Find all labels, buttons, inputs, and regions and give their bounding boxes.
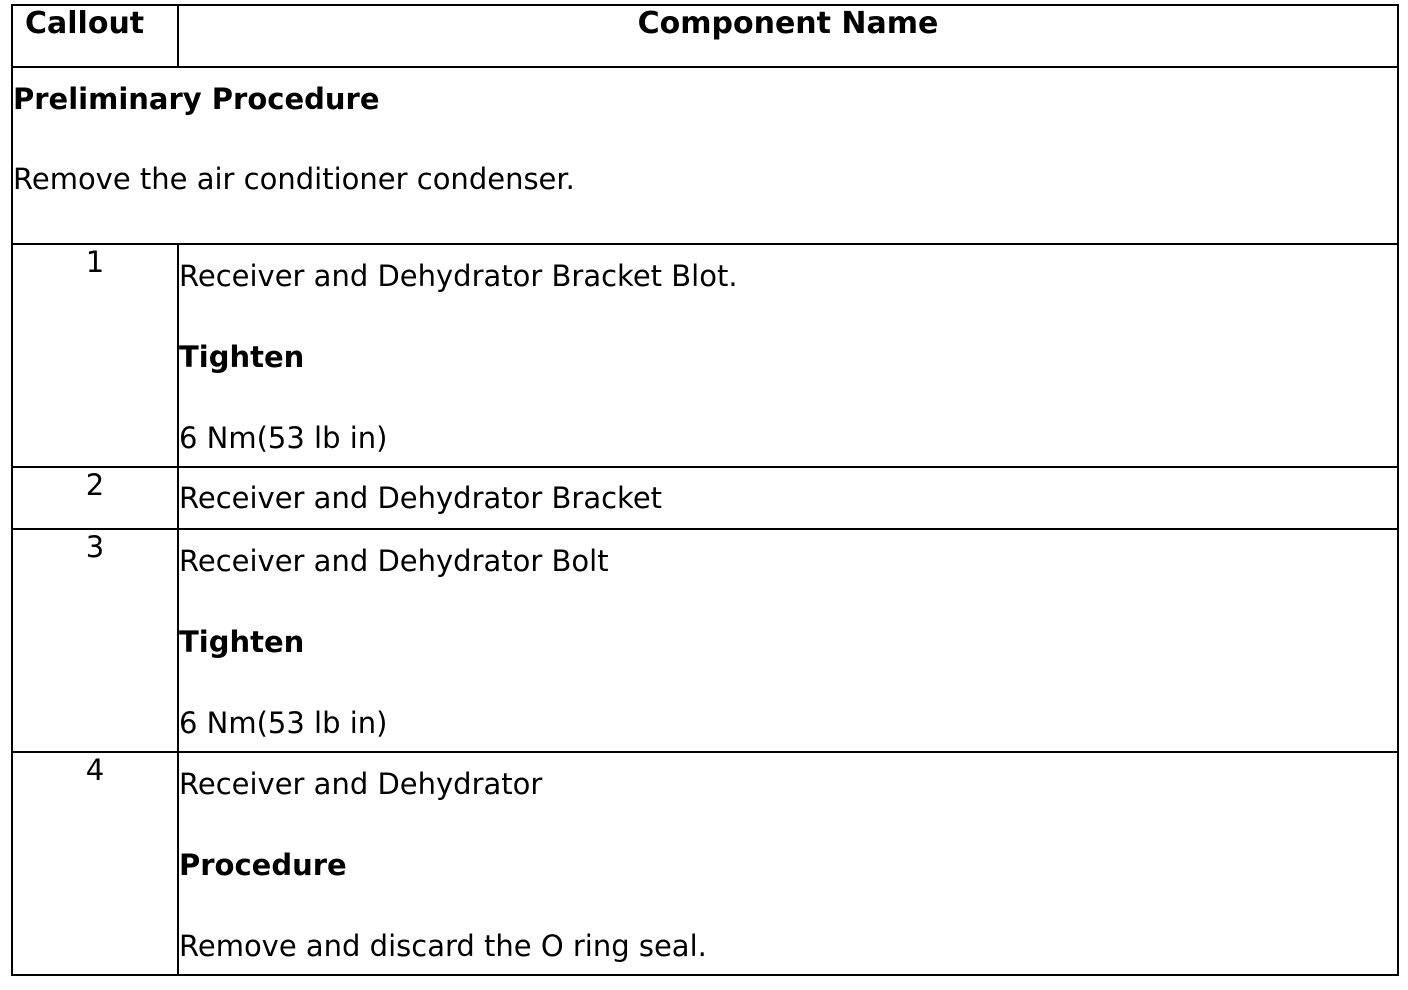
component-cell	[178, 244, 1398, 467]
table-row	[12, 467, 1398, 529]
component-cell	[178, 529, 1398, 752]
torque-spec: 6 Nm(53 lb in)	[179, 706, 388, 740]
callout-header: Callout	[12, 5, 178, 67]
preliminary-text: Remove the air conditioner condenser.	[13, 162, 575, 196]
preliminary-cell	[12, 67, 1398, 244]
callout-number: 1	[12, 244, 178, 467]
component-cell	[178, 752, 1398, 975]
preliminary-row	[12, 67, 1398, 244]
component-name: Receiver and Dehydrator Bracket	[179, 481, 663, 515]
procedure-table	[11, 4, 1399, 976]
header-row	[12, 5, 1398, 67]
table-row	[12, 752, 1398, 975]
component-name: Receiver and Dehydrator Bracket Blot.	[179, 259, 738, 293]
action-label: Procedure	[179, 848, 347, 882]
preliminary-title: Preliminary Procedure	[13, 82, 380, 116]
table-row	[12, 529, 1398, 752]
action-label: Tighten	[179, 625, 305, 659]
component-name: Receiver and Dehydrator	[179, 767, 543, 801]
callout-number: 2	[12, 467, 178, 529]
procedure-step: Remove and discard the O ring seal.	[179, 929, 707, 963]
component-name: Receiver and Dehydrator Bolt	[179, 544, 609, 578]
table-row	[12, 244, 1398, 467]
callout-number: 3	[12, 529, 178, 752]
action-label: Tighten	[179, 340, 305, 374]
component-name-header: Component Name	[178, 5, 1398, 67]
torque-spec: 6 Nm(53 lb in)	[179, 421, 388, 455]
callout-number: 4	[12, 752, 178, 975]
component-cell	[178, 467, 1398, 529]
